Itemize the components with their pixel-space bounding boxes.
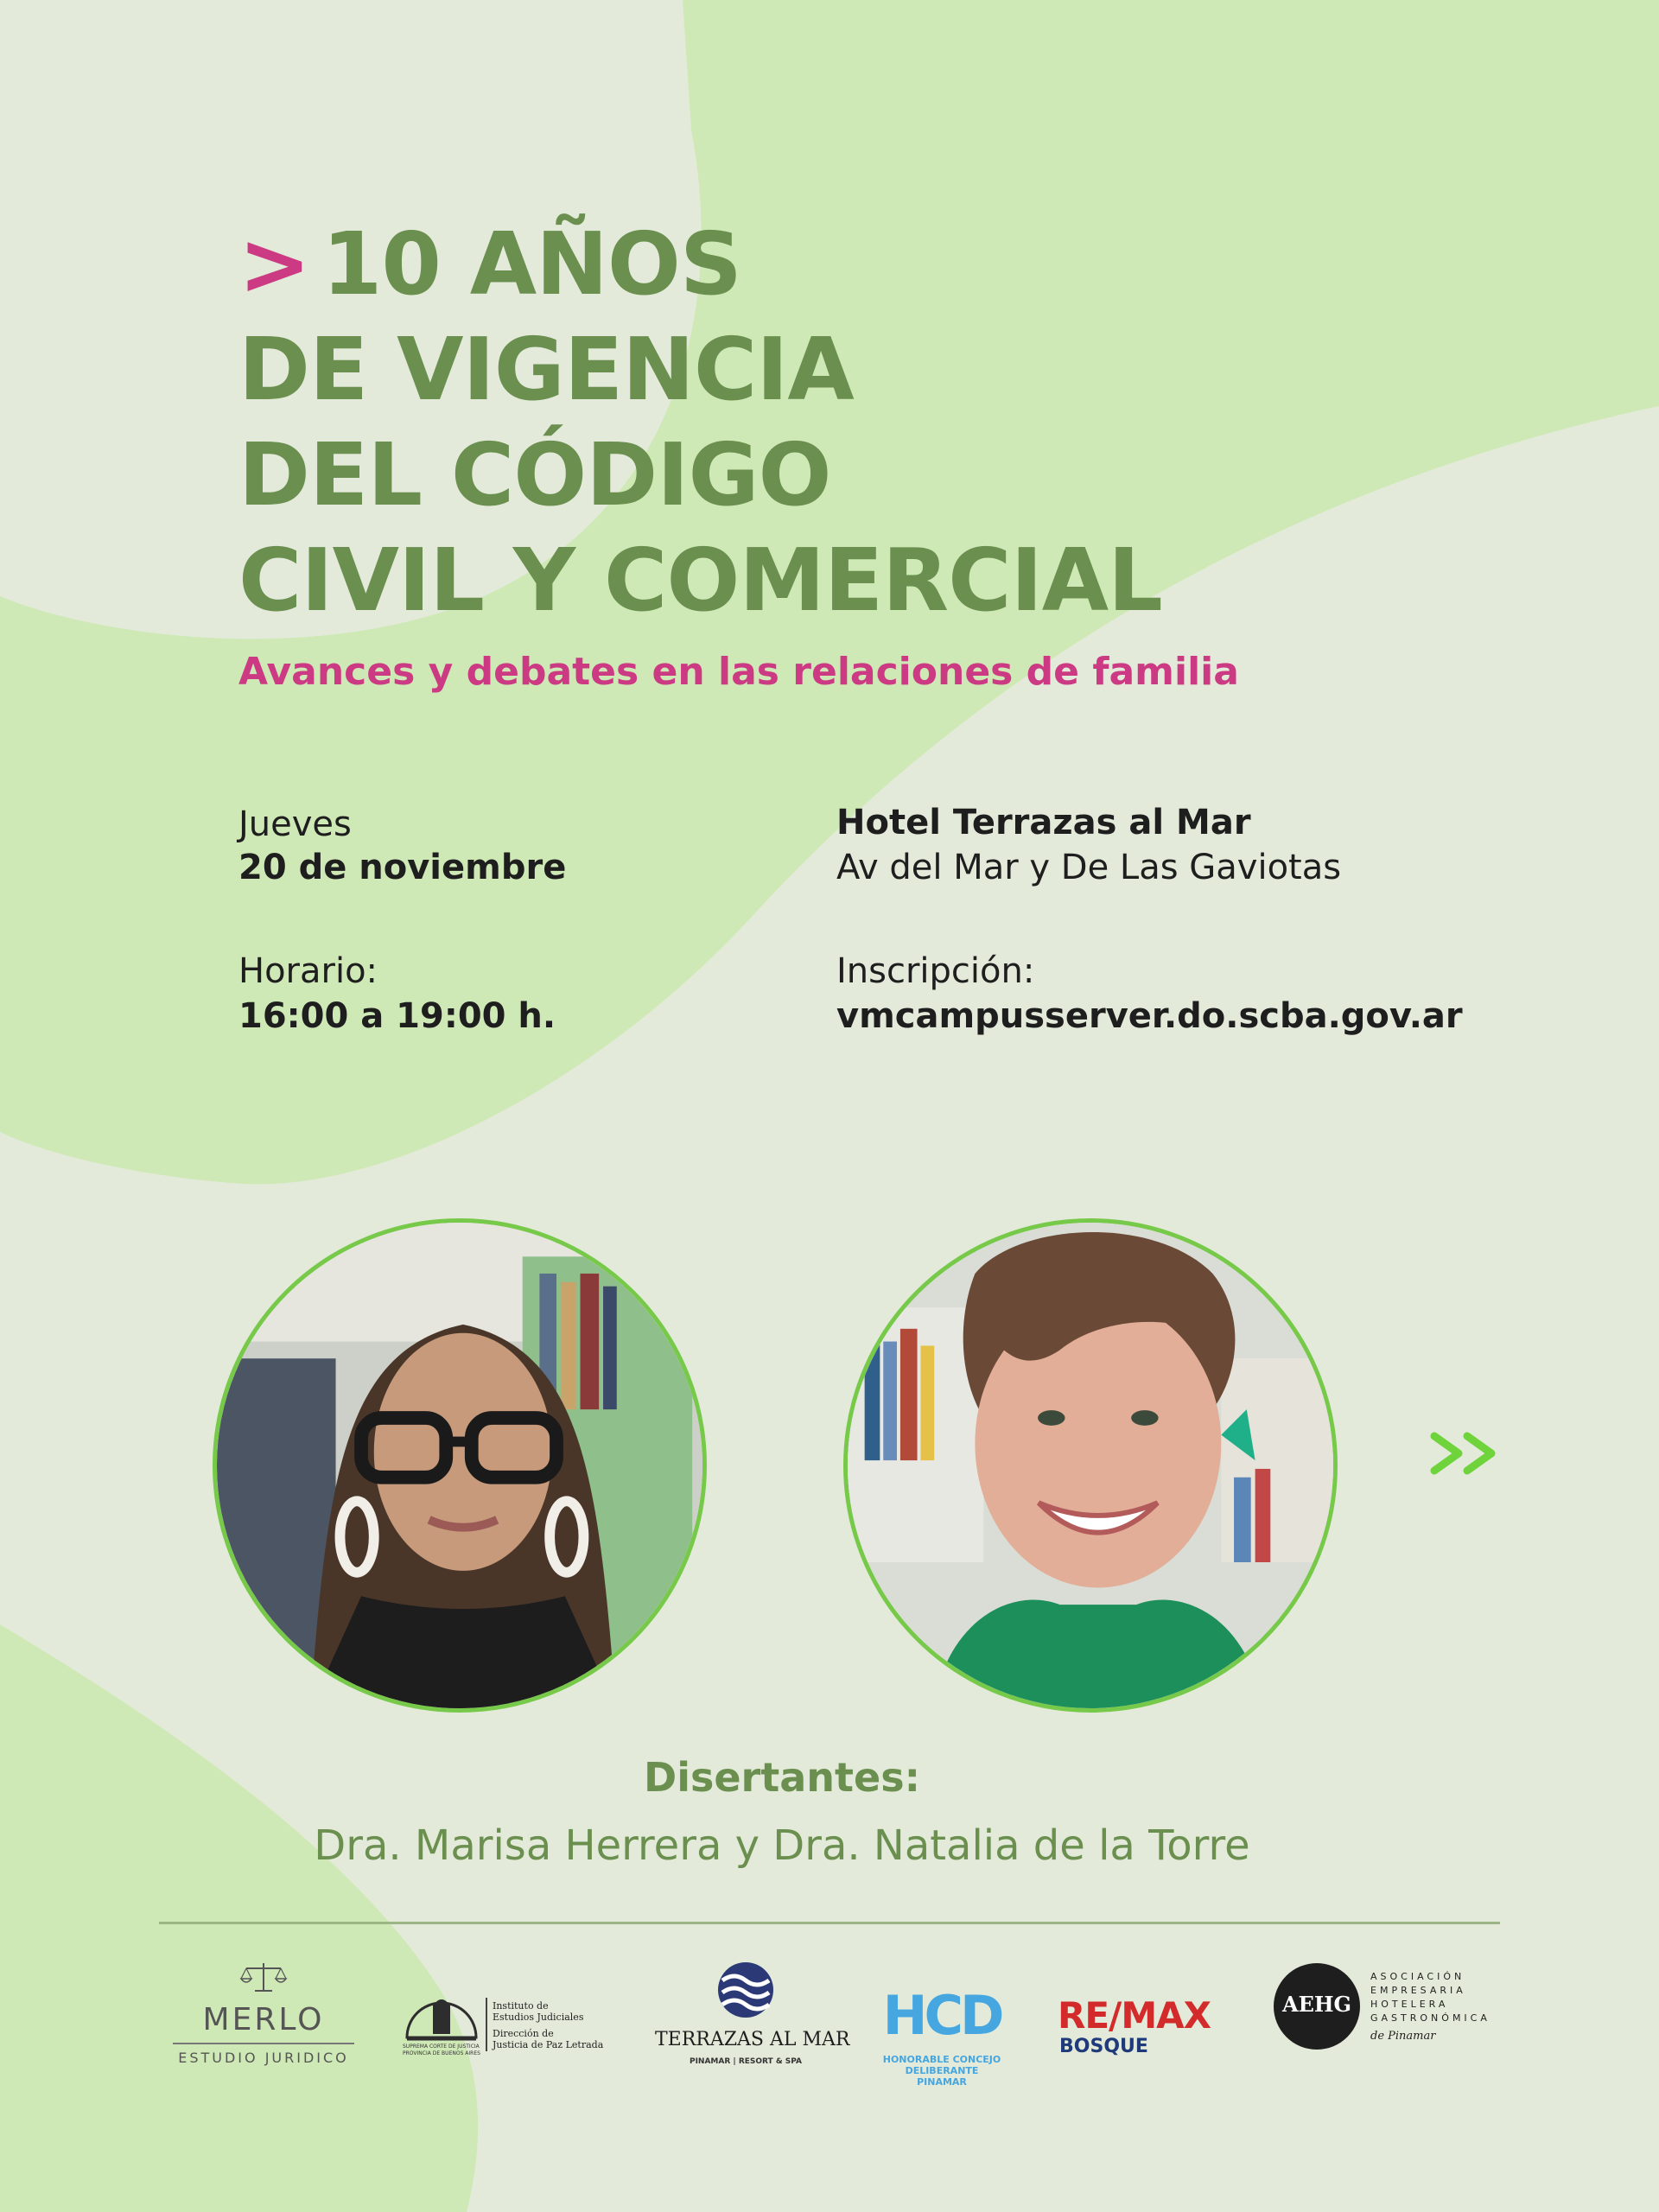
instituto-line4: Justicia de Paz Letrada — [493, 2039, 604, 2050]
instituto-line1: Instituto de — [493, 2000, 549, 2012]
speaker-photo-2 — [843, 1218, 1338, 1713]
aehg-line3: HOTELERA — [1370, 1999, 1449, 2010]
instituto-line2: Estudios Judiciales — [493, 2012, 584, 2023]
double-chevron-right-icon[interactable] — [1429, 1427, 1503, 1479]
aehg-monogram — [1274, 1963, 1360, 2050]
aehg-line5: de Pinamar — [1370, 2030, 1436, 2043]
logo-aehg — [1274, 1963, 1490, 2053]
title-line-4: CIVIL Y COMERCIAL — [238, 530, 1162, 631]
waves-icon — [715, 1960, 776, 2020]
speakers-heading: Disertantes: — [644, 1754, 920, 1801]
event-schedule: 16:00 a 19:00 h. — [238, 996, 556, 1036]
logo-terrazas-al-mar — [655, 1960, 850, 2072]
registration-link[interactable]: vmcampusserver.do.scba.gov.ar — [836, 996, 1463, 1036]
aehg-line1: ASOCIACIÓN — [1370, 1971, 1465, 1982]
aehg-line4: GASTRONÓMICA — [1370, 2012, 1491, 2024]
footer-divider — [159, 1922, 1500, 1924]
hcd-line1: HONORABLE CONCEJO — [882, 2054, 1001, 2065]
title-line-1 — [238, 213, 741, 315]
logo-remax — [1058, 1994, 1222, 2067]
seal-text: SUPREMA CORTE DE JUSTICIA — [403, 2044, 480, 2050]
title-line-3: DEL CÓDIGO — [238, 424, 831, 525]
merlo-divider — [173, 2043, 354, 2044]
speaker-photo-1 — [213, 1218, 707, 1713]
terrazas-sub: PINAMAR | RESORT & SPA — [689, 2057, 803, 2066]
merlo-sub: ESTUDIO JURIDICO — [178, 2050, 349, 2066]
logo-merlo — [173, 1960, 354, 2081]
subtitle: Avances y debates en las relaciones de familia — [238, 650, 1239, 694]
registration-label: Inscripción: — [836, 951, 1035, 991]
speaker-portrait-2 — [848, 1223, 1333, 1708]
title-arrow: > — [238, 213, 310, 315]
instituto-line3: Dirección de — [493, 2028, 554, 2039]
logo-instituto-estudios-judiciales — [403, 1994, 610, 2058]
remax-sub: BOSQUE — [1059, 2036, 1148, 2057]
scales-icon — [238, 1960, 289, 1994]
speaker-portrait-1 — [217, 1223, 702, 1708]
terrazas-name: TERRAZAS AL MAR — [655, 2029, 850, 2050]
title-line-2: DE VIGENCIA — [238, 319, 854, 420]
hcd-line2: DELIBERANTE — [905, 2065, 979, 2076]
venue-name: Hotel Terrazas al Mar — [836, 803, 1251, 842]
aehg-line2: EMPRESARIA — [1370, 1985, 1466, 1996]
hcd-line3: PINAMAR — [917, 2076, 967, 2088]
hcd-name: HCD — [882, 1984, 1001, 2047]
remax-name: RE/MAX — [1058, 1994, 1211, 2037]
instituto-separator — [486, 1998, 487, 2051]
speakers-names: Dra. Marisa Herrera y Dra. Natalia de la Torre — [314, 1821, 1250, 1870]
schedule-label: Horario: — [238, 951, 378, 991]
seal-sub: PROVINCIA DE BUENOS AIRES — [403, 2050, 480, 2056]
venue-address: Av del Mar y De Las Gaviotas — [836, 848, 1342, 887]
event-date: 20 de noviembre — [238, 848, 567, 887]
day-label: Jueves — [238, 804, 352, 844]
logo-hcd — [881, 1984, 1002, 2091]
aehg-monogram-text: AEHG — [1281, 1992, 1352, 2017]
merlo-name: MERLO — [202, 2002, 325, 2037]
title-text-1: 10 AÑOS — [321, 213, 741, 315]
